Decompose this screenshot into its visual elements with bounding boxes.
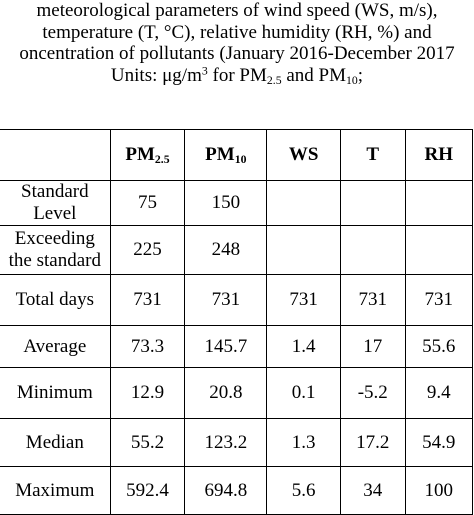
table-cell: 54.9 [405, 419, 472, 467]
caption-line-4 [0, 65, 474, 87]
table-cell: -5.2 [340, 368, 405, 419]
row-label: Exceeding the standard [0, 226, 110, 275]
table-cell: 17 [340, 326, 405, 368]
row-label: Maximum [0, 467, 110, 515]
table-cell [267, 226, 341, 275]
table-row-exceeding-standard [0, 226, 473, 275]
table-cell: 55.6 [405, 326, 472, 368]
table-cell: 9.4 [405, 368, 472, 419]
header-row [0, 130, 473, 181]
table-cell: 731 [340, 275, 405, 326]
caption-units-end: ; [357, 64, 364, 86]
table-row-average [0, 326, 473, 368]
caption-line-3: oncentration of pollutants (January 2016-December 2017 [19, 43, 455, 64]
header-cell-rh: RH [405, 130, 472, 181]
row-label: Average [0, 326, 110, 368]
caption-units-and: and PM [281, 64, 347, 86]
table-cell [267, 181, 341, 226]
caption-line-2: temperature (T, °C), relative humidity (RH, %) and [42, 21, 432, 43]
table-row-total-days [0, 275, 473, 326]
row-label: Minimum [0, 368, 110, 419]
table-cell: 1.4 [267, 326, 341, 368]
table-cell: 0.1 [267, 368, 341, 419]
table-cell: 75 [110, 181, 185, 226]
table-cell [340, 181, 405, 226]
caption-units-prefix: Units: μg/m [110, 64, 202, 86]
header-cell-pm10: $PM_{10}$ [185, 130, 267, 181]
header-cell-t: T [340, 130, 405, 181]
header-cell-pm25: $PM_{2.5}$ [110, 130, 185, 181]
caption-units-sup: 3 [201, 64, 208, 78]
table-cell: 731 [185, 275, 267, 326]
row-label: Median [0, 419, 110, 467]
header-cell-corner [0, 130, 110, 181]
table-cell: 55.2 [110, 419, 185, 467]
pollutant-statistics-table [0, 129, 473, 515]
table-cell: 12.9 [110, 368, 185, 419]
table-cell: 225 [110, 226, 185, 275]
table-cell: 248 [185, 226, 267, 275]
table-cell: 100 [405, 467, 472, 515]
table-row-median [0, 419, 473, 467]
table-row-minimum [0, 368, 473, 419]
table-cell: 73.3 [110, 326, 185, 368]
table-row-standard-level [0, 181, 473, 226]
table-cell: 20.8 [185, 368, 267, 419]
table-cell [405, 181, 472, 226]
table-cell: 34 [340, 467, 405, 515]
caption-units-mid: for PM [207, 64, 267, 86]
table-cell: 731 [110, 275, 185, 326]
table-cell: 592.4 [110, 467, 185, 515]
caption-units-sub-pm10: 10 [346, 73, 358, 87]
caption-units-sub-pm25: 2.5 [266, 73, 282, 87]
table-cell: 694.8 [185, 467, 267, 515]
table-cell: 123.2 [185, 419, 267, 467]
table-cell [405, 226, 472, 275]
caption-line-1: meteorological parameters of wind speed (WS, m/s), [36, 0, 438, 21]
row-label: Total days [0, 275, 110, 326]
table-cell [340, 226, 405, 275]
table-caption [0, 0, 474, 86]
table-cell: 150 [185, 181, 267, 226]
table-cell: 1.3 [267, 419, 341, 467]
table-cell: 17.2 [340, 419, 405, 467]
header-cell-ws: WS [267, 130, 341, 181]
table-cell: 5.6 [267, 467, 341, 515]
table-cell: 731 [267, 275, 341, 326]
row-label: Standard Level [0, 181, 110, 226]
table-cell: 731 [405, 275, 472, 326]
table-cell: 145.7 [185, 326, 267, 368]
